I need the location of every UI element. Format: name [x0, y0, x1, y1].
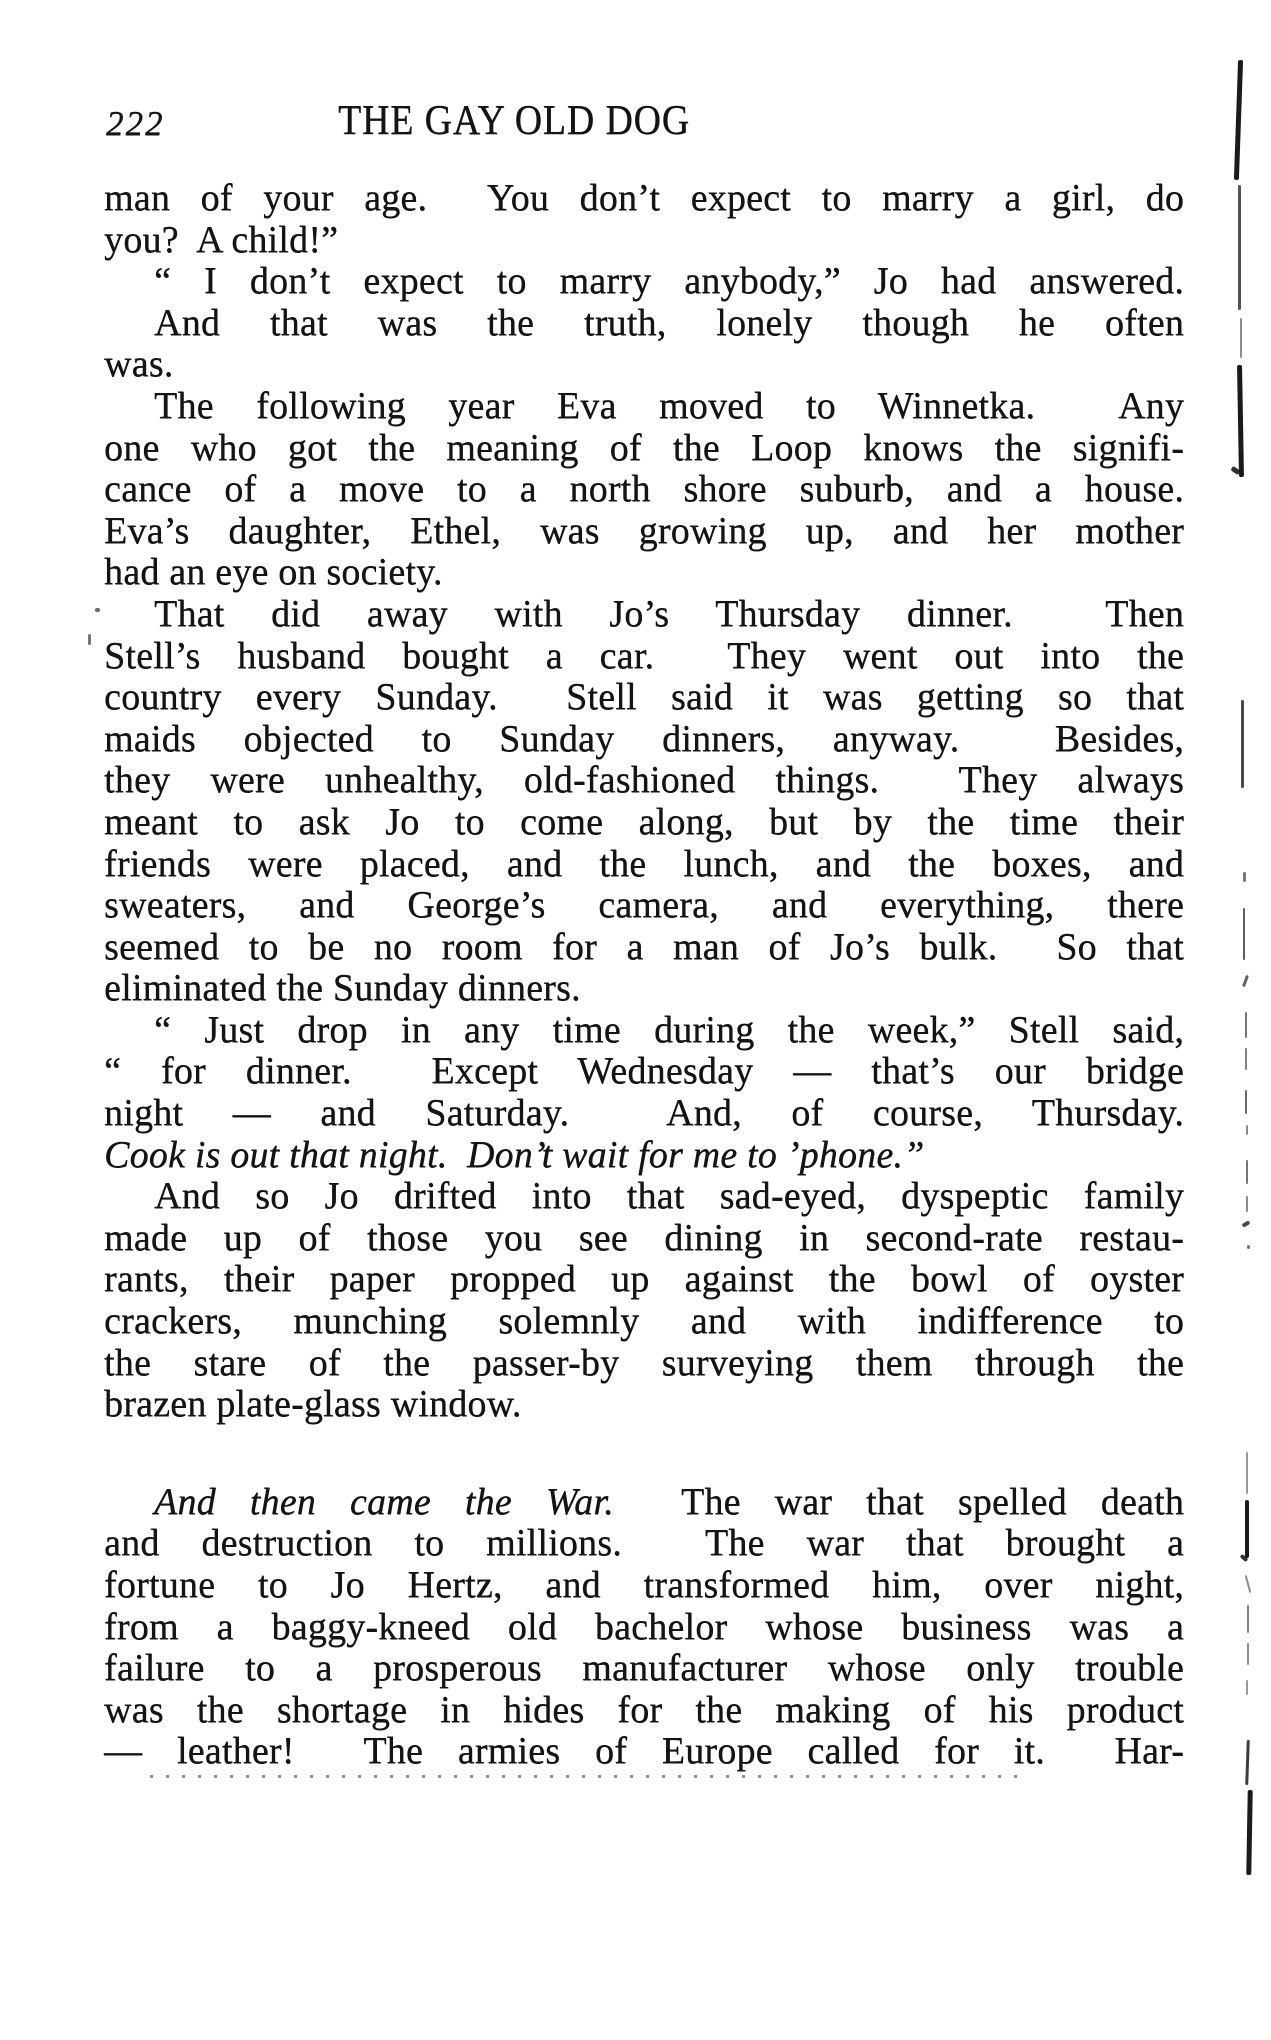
text-line — [104, 178, 1184, 220]
text-line — [104, 760, 1184, 802]
scan-artifact — [1245, 1575, 1252, 1593]
text-line — [104, 1259, 1184, 1301]
page-number: 222 — [106, 104, 165, 143]
text-line — [104, 428, 1184, 470]
scan-artifact — [1245, 1048, 1247, 1070]
text-segment: fortune to Jo Hertz, and transformed him, over night, — [104, 1564, 1184, 1606]
text-line — [104, 1690, 1184, 1732]
scan-artifact — [1247, 1245, 1250, 1249]
text-line — [104, 1565, 1184, 1607]
text-segment: brazen plate-glass window. — [104, 1383, 522, 1426]
scan-artifact — [1237, 365, 1244, 477]
text-line — [104, 968, 1184, 1010]
text-segment: Eva’s daughter, Ethel, was growing up, and her mother — [104, 509, 1184, 552]
scan-artifact — [1246, 1452, 1248, 1494]
text-line — [104, 1010, 1184, 1052]
scan-artifact — [1246, 1196, 1248, 1212]
text-segment: you? A child!” — [104, 218, 339, 261]
text-segment: sweaters, and George’s camera, and everything, there — [104, 884, 1184, 927]
scan-artifact — [88, 634, 91, 645]
text-segment: That did away with Jo’s Thursday dinner. Then — [154, 592, 1184, 635]
text-segment: meant to ask Jo to come along, but by the time their — [104, 800, 1184, 843]
text-line — [104, 885, 1184, 927]
text-line — [104, 1176, 1184, 1218]
scan-artifact — [95, 608, 100, 612]
scan-artifact — [1247, 1643, 1249, 1665]
scan-artifact-dotted-line — [150, 1775, 1030, 1778]
paragraph — [104, 594, 1184, 1010]
scan-artifact — [1246, 1125, 1248, 1135]
text-segment: And so Jo drifted into that sad-eyed, dyspeptic family — [154, 1175, 1184, 1218]
text-segment: seemed to be no room for a man of Jo’s bulk. So that — [104, 925, 1184, 968]
text-line — [104, 303, 1184, 345]
scan-artifact — [1234, 60, 1243, 180]
italic-text-segment: Cook is out that night. Don’t wait for me to ’phone.” — [104, 1133, 925, 1176]
text-line — [104, 344, 1184, 386]
text-line — [104, 1301, 1184, 1343]
text-segment: — leather! The armies of Europe called for it. Har- — [104, 1730, 1184, 1773]
text-segment: eliminated the Sunday dinners. — [104, 967, 581, 1010]
scan-artifact — [1242, 975, 1249, 987]
paragraph — [104, 261, 1184, 303]
text-line — [104, 802, 1184, 844]
scan-artifact — [1245, 1012, 1247, 1038]
text-line — [104, 1343, 1184, 1385]
scan-artifact — [1241, 700, 1244, 788]
scan-artifact — [1243, 872, 1246, 882]
text-segment: and destruction to millions. The war that brought a — [104, 1522, 1184, 1565]
paragraph — [104, 386, 1184, 594]
paragraph — [104, 303, 1184, 386]
text-line — [104, 1218, 1184, 1260]
text-segment: one who got the meaning of the Loop knows the signifi- — [104, 426, 1184, 469]
text-line — [104, 261, 1184, 303]
scan-artifact — [1245, 1500, 1249, 1558]
scan-artifact — [1247, 1605, 1249, 1633]
text-line — [104, 636, 1184, 678]
text-segment: Stell’s husband bought a car. They went out into the — [104, 634, 1184, 677]
text-line — [104, 1648, 1184, 1690]
text-segment: crackers, munching solemnly and with indifference to — [104, 1300, 1184, 1343]
text-segment: maids objected to Sunday dinners, anyway. Besides, — [104, 717, 1184, 760]
text-line — [104, 552, 1184, 594]
text-line — [104, 1384, 1184, 1426]
text-segment: from a baggy-kneed old bachelor whose business was a — [104, 1605, 1184, 1648]
text-line — [104, 1051, 1184, 1093]
text-segment: made up of those you see dining in second-rate restau- — [104, 1216, 1184, 1259]
text-segment: country every Sunday. Stell said it was getting so that — [104, 676, 1184, 719]
page-body — [104, 178, 1184, 1773]
paragraph — [104, 1176, 1184, 1426]
text-segment: was. — [104, 343, 174, 386]
text-line — [104, 677, 1184, 719]
text-line — [104, 220, 1184, 262]
text-segment: “ I don’t expect to marry anybody,” Jo had answered. — [154, 260, 1184, 303]
text-segment: “ for dinner. Except Wednesday — that’s our bridge — [104, 1050, 1184, 1093]
paragraph — [104, 178, 1184, 261]
paragraph — [104, 1482, 1184, 1773]
text-segment: The war that spelled death — [613, 1480, 1184, 1523]
scan-artifact — [1246, 1160, 1248, 1184]
text-segment: man of your age. You don’t expect to marry a girl, do — [104, 177, 1184, 219]
text-line — [104, 469, 1184, 511]
scan-artifact — [1242, 1220, 1251, 1227]
text-line — [104, 386, 1184, 428]
scan-artifact — [1245, 1740, 1250, 1785]
text-segment: rants, their paper propped up against the bowl of oyster — [104, 1258, 1184, 1301]
paragraph — [104, 1010, 1184, 1176]
scan-artifact — [1246, 1790, 1252, 1875]
text-segment: failure to a prosperous manufacturer whose only trouble — [104, 1647, 1184, 1690]
text-line — [104, 511, 1184, 553]
text-segment: was the shortage in hides for the making of his product — [104, 1688, 1184, 1731]
text-line — [104, 844, 1184, 886]
scan-artifact — [1238, 185, 1241, 310]
text-segment: the stare of the passer-by surveying them through the — [104, 1341, 1184, 1384]
text-line — [104, 1482, 1184, 1524]
text-segment: cance of a move to a north shore suburb, and a house. — [104, 468, 1184, 511]
text-segment: friends were placed, and the lunch, and the boxes, and — [104, 842, 1184, 885]
running-title: THE GAY OLD DOG — [338, 98, 690, 144]
scan-artifact — [1245, 1090, 1247, 1114]
text-line — [104, 594, 1184, 636]
text-line — [104, 1607, 1184, 1649]
text-line — [104, 719, 1184, 761]
text-line — [104, 1093, 1184, 1135]
scan-artifact — [1246, 1680, 1248, 1695]
text-segment: night — and Saturday. And, of course, Thursday. — [104, 1092, 1184, 1135]
text-segment: And that was the truth, lonely though he often — [154, 301, 1184, 344]
text-line — [104, 1523, 1184, 1565]
text-segment: “ Just drop in any time during the week,” Stell said, — [154, 1008, 1184, 1051]
italic-text-segment: And then came the War. — [154, 1480, 614, 1523]
text-segment: they were unhealthy, old-fashioned things. They always — [104, 759, 1184, 802]
scan-artifact — [1240, 318, 1242, 358]
text-segment: The following year Eva moved to Winnetka. Any — [154, 384, 1184, 427]
text-line — [104, 927, 1184, 969]
text-line — [104, 1731, 1184, 1773]
text-line — [104, 1135, 1184, 1177]
scan-artifact — [1243, 908, 1245, 960]
text-segment: had an eye on society. — [104, 551, 443, 594]
